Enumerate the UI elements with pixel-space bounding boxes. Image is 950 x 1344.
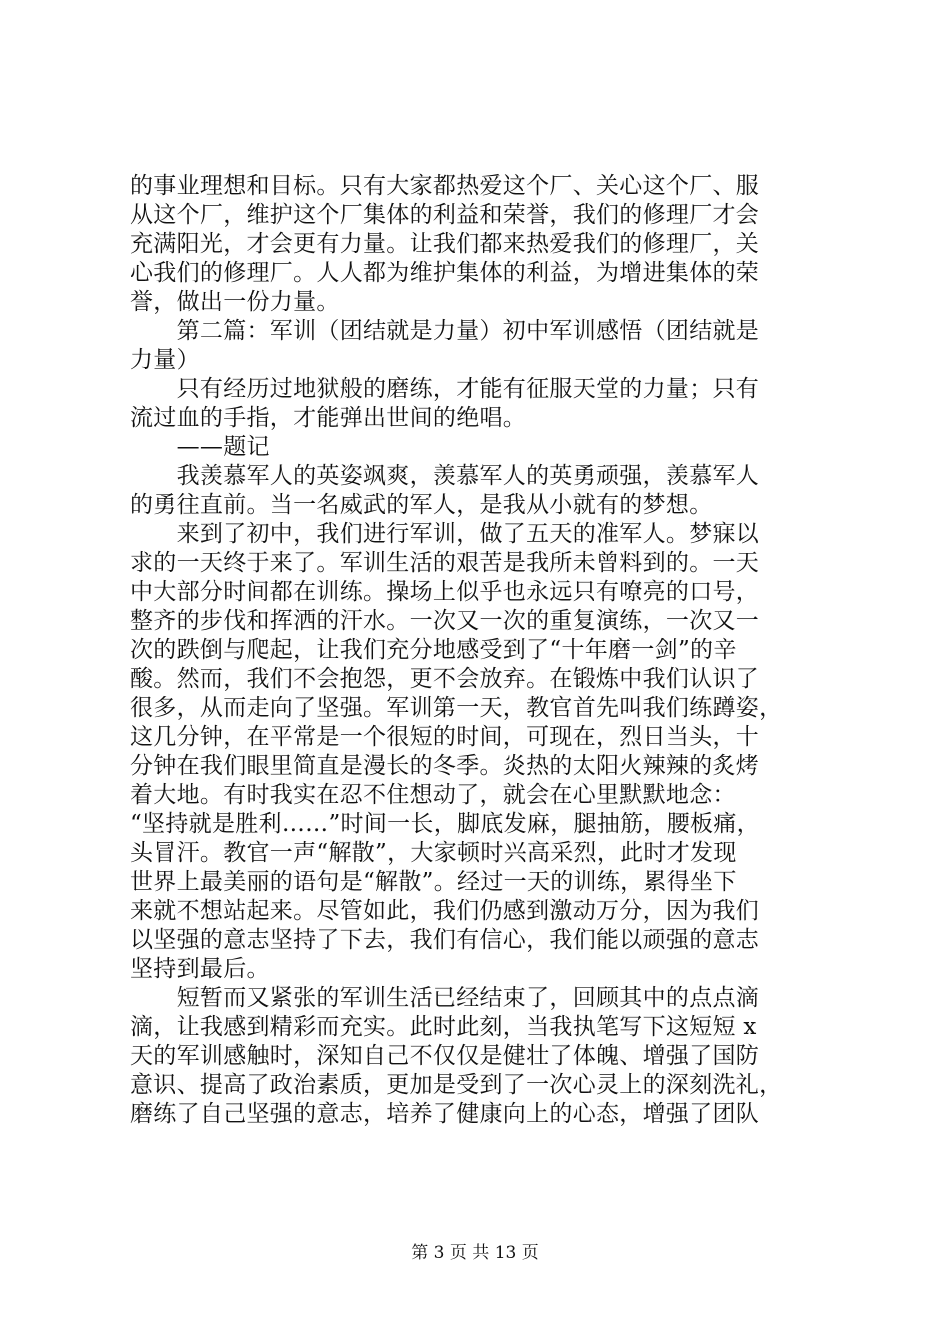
text-line: 很多，从而走向了坚强。军训第一天，教官首先叫我们练蹲姿， (130, 695, 783, 721)
text-line: 的事业理想和目标。只有大家都热爱这个厂、关心这个厂、服 (130, 173, 760, 199)
text-line: 中大部分时间都在训练。操场上似乎也永远只有嘹亮的口号， (130, 579, 760, 605)
text-line: 来到了初中，我们进行军训，做了五天的准军人。梦寐以 (130, 521, 760, 547)
text-line: 来就不想站起来。尽管如此，我们仍感到激动万分，因为我们 (130, 898, 760, 924)
text-line: 坚持到最后。 (130, 956, 270, 982)
text-line: 充满阳光，才会更有力量。让我们都来热爱我们的修理厂，关 (130, 231, 760, 257)
text-line: 酸。然而，我们不会抱怨，更不会放弃。在锻炼中我们认识了 (130, 666, 760, 692)
section-heading-line: 第二篇：军训（团结就是力量）初中军训感悟（团结就是 (130, 318, 760, 344)
text-line: 短暂而又紧张的军训生活已经结束了，回顾其中的点点滴 (130, 985, 760, 1011)
text-line: 这几分钟，在平常是一个很短的时间，可现在，烈日当头，十 (130, 724, 760, 750)
text-line: 世界上最美丽的语句是“解散”。经过一天的训练，累得坐下 (130, 869, 737, 895)
text-line: 磨练了自己坚强的意志，培养了健康向上的心态，增强了团队 (130, 1101, 760, 1127)
text-line: 从这个厂，维护这个厂集体的利益和荣誉，我们的修理厂才会 (130, 202, 760, 228)
section-heading-line: 力量） (130, 347, 200, 373)
text-line: 次的跌倒与爬起，让我们充分地感受到了“十年磨一剑”的辛 (130, 637, 737, 663)
text-line: 以坚强的意志坚持了下去，我们有信心，我们能以顽强的意志 (130, 927, 760, 953)
text-line: 意识、提高了政治素质，更加是受到了一次心灵上的深刻洗礼， (130, 1072, 783, 1098)
text-line: 求的一天终于来了。军训生活的艰苦是我所未曾料到的。一天 (130, 550, 760, 576)
text-line: 整齐的步伐和挥洒的汗水。一次又一次的重复演练，一次又一 (130, 608, 760, 634)
text-line: “坚持就是胜利……”时间一长，脚底发麻，腿抽筋，腰板痛， (130, 811, 760, 837)
page-number-footer: 第 3 页 共 13 页 (411, 1243, 539, 1263)
text-line: 的勇往直前。当一名威武的军人，是我从小就有的梦想。 (130, 492, 713, 518)
text-line: 我羡慕军人的英姿飒爽，羡慕军人的英勇顽强，羡慕军人 (130, 463, 760, 489)
epigraph-line: 只有经历过地狱般的磨练，才能有征服天堂的力量；只有 (130, 376, 760, 402)
text-line: 誉，做出一份力量。 (130, 289, 340, 315)
text-line: 天的军训感触时，深知自己不仅仅是健壮了体魄、增强了国防 (130, 1043, 760, 1069)
text-line: 滴，让我感到精彩而充实。此时此刻，当我执笔写下这短短 x (130, 1014, 757, 1040)
text-line: 头冒汗。教官一声“解散”，大家顿时兴高采烈，此时才发现 (130, 840, 737, 866)
epigraph-line: 流过血的手指，才能弹出世间的绝唱。 (130, 405, 527, 431)
epigraph-attribution: ——题记 (130, 434, 270, 460)
text-line: 着大地。有时我实在忍不住想动了，就会在心里默默地念： (130, 782, 736, 808)
text-line: 心我们的修理厂。人人都为维护集体的利益，为增进集体的荣 (130, 260, 760, 286)
text-line: 分钟在我们眼里简直是漫长的冬季。炎热的太阳火辣辣的炙烤 (130, 753, 760, 779)
document-body (130, 172, 835, 1129)
